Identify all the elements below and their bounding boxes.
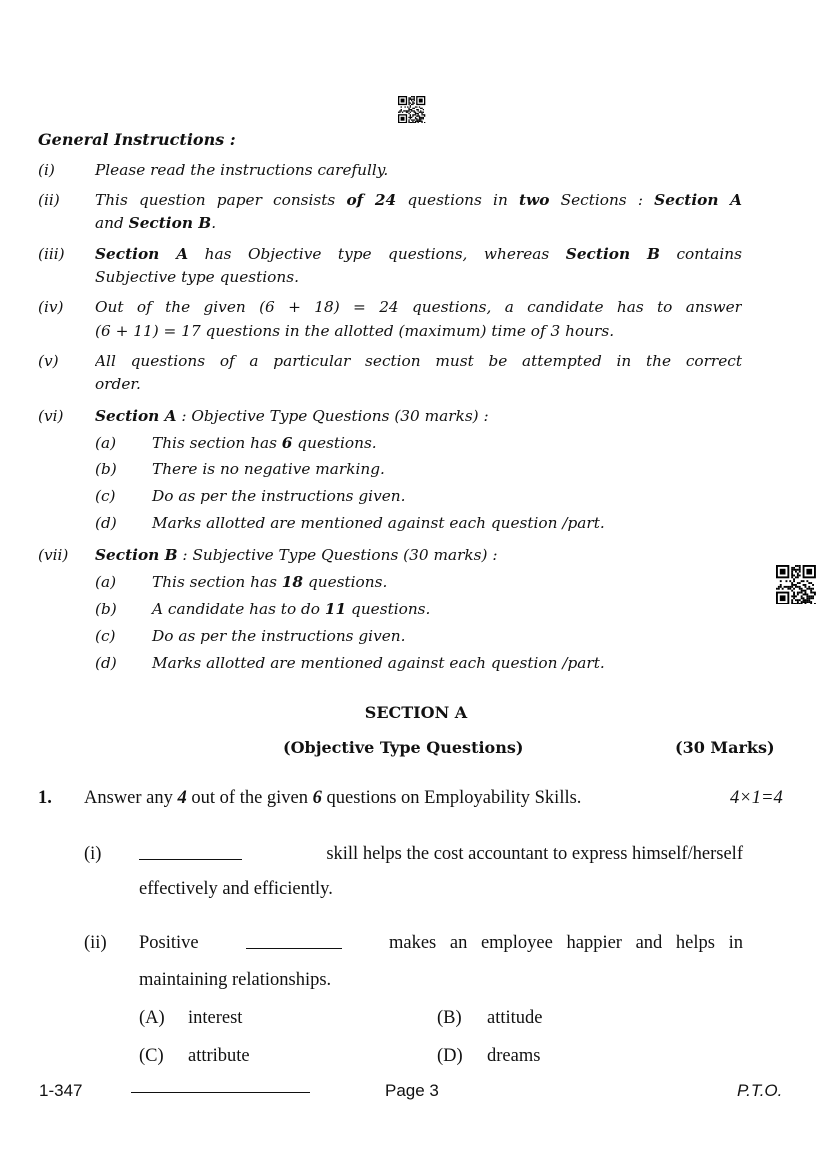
text-segment: questions in [396,191,519,209]
emphasis-text: 11 [324,600,347,618]
item-label: (ii) [38,191,60,209]
qr-code-side [776,565,816,604]
text-segment: questions. [346,600,431,618]
text-segment: Marks allotted are mentioned against each question /part. [152,654,605,672]
pto-label: P.T.O. [737,1081,783,1100]
sub-label: (a) [95,434,117,452]
section-marks: (30 Marks) [675,738,775,757]
sub-label: (b) [95,600,117,618]
option-text: dreams [487,1046,541,1066]
emphasis-text: two [518,191,550,209]
item-text [95,373,141,395]
item-text [95,243,742,265]
emphasis-text: Section B [565,245,660,263]
emphasis-text: 4 [177,788,187,808]
option-text: interest [188,1008,243,1028]
emphasis-text: Section A [95,407,177,425]
text-segment: Do as per the instructions given. [152,487,406,505]
section-title: SECTION A [364,703,468,722]
sub-text [152,625,405,647]
emphasis-text: 18 [281,573,304,591]
sub-text [152,458,385,480]
text-segment: order. [95,375,141,393]
item-text [95,212,216,234]
item-text [95,544,498,566]
answer-blank [139,843,242,860]
text-segment: questions. [303,573,388,591]
text-segment: Sections : [549,191,655,209]
sub-text [152,432,377,454]
item-label: (i) [38,161,55,179]
emphasis-text: Section A [95,245,189,263]
part-line [139,843,743,865]
item-label: (vi) [38,407,64,425]
part-line [139,932,743,954]
item-label: (vii) [38,546,69,564]
text-segment: and [95,214,129,232]
text-segment: Please read the instructions carefully. [95,161,389,179]
emphasis-text: Section B [95,546,178,564]
item-text [95,159,388,181]
question-number: 1. [38,788,52,808]
text-segment: Answer any [84,788,178,808]
emphasis-text: 6 [312,788,322,808]
instructions-title: General Instructions : [38,130,236,149]
option-text: attitude [487,1008,543,1028]
text-segment: (6 + 11) = 17 questions in the allotted (maximum) time of 3 hours. [95,322,615,340]
part-text: skill helps the cost accountant to express himself/herself [326,844,743,864]
text-segment: This question paper consists [95,191,347,209]
sub-text [152,512,605,534]
page-number: Page 3 [385,1081,439,1100]
emphasis-text: Section B [128,214,212,232]
sub-label: (b) [95,460,117,478]
text-segment: out of the given [186,788,313,808]
item-label: (v) [38,352,59,370]
sub-label: (a) [95,573,117,591]
emphasis-text: 6 [281,434,293,452]
text-segment: Subjective type questions. [95,268,299,286]
text-segment: Marks allotted are mentioned against each question /part. [152,514,605,532]
text-segment: : Objective Type Questions (30 marks) : [176,407,489,425]
option-text: attribute [188,1046,250,1066]
text-segment: has Objective type questions, whereas [188,245,566,263]
part-label: (ii) [84,933,107,953]
text-segment: There is no negative marking. [152,460,385,478]
text-segment: Out of the given (6 + 18) = 24 questions, a candidate has to answer [95,298,742,316]
sub-label: (c) [95,627,116,645]
item-text [95,320,614,342]
paper-code: 1-347 [39,1081,83,1100]
item-text [95,405,489,427]
sub-label: (d) [95,514,117,532]
sub-text [152,652,605,674]
item-text [95,266,299,288]
text-segment: All questions of a particular section must be attempted in the correct [95,352,742,370]
text-segment: contains [659,245,742,263]
option-label: (D) [437,1046,463,1066]
part-text: effectively and efficiently. [139,879,333,899]
part-text: maintaining relationships. [139,970,332,990]
section-subtitle: (Objective Type Questions) [283,738,524,757]
sub-label: (c) [95,487,116,505]
text-segment: This section has [152,573,282,591]
part-label: (i) [84,844,102,864]
answer-blank [246,932,342,949]
item-text [95,189,742,211]
qr-code-top [398,96,426,123]
text-segment: . [211,214,217,232]
text-segment: questions. [292,434,377,452]
text-segment: This section has [152,434,282,452]
part-text: Positive [139,933,199,953]
item-text [95,296,742,318]
text-segment: questions on Employability Skills. [321,788,582,808]
question-marks: 4×1=4 [730,788,783,808]
sub-text [152,571,387,593]
item-text [95,350,742,372]
text-segment: Do as per the instructions given. [152,627,406,645]
item-label: (iii) [38,245,65,263]
emphasis-text: Section A [654,191,742,209]
sub-text [152,598,430,620]
option-label: (B) [437,1008,462,1028]
sub-text [152,485,405,507]
item-label: (iv) [38,298,64,316]
text-segment: A candidate has to do [152,600,325,618]
sub-label: (d) [95,654,117,672]
option-label: (A) [139,1008,165,1028]
question-text [84,787,581,809]
option-label: (C) [139,1046,164,1066]
emphasis-text: of 24 [346,191,397,209]
part-text: makes an employee happier and helps in [388,933,743,953]
footer-rule [131,1092,310,1093]
text-segment: : Subjective Type Questions (30 marks) : [177,546,498,564]
